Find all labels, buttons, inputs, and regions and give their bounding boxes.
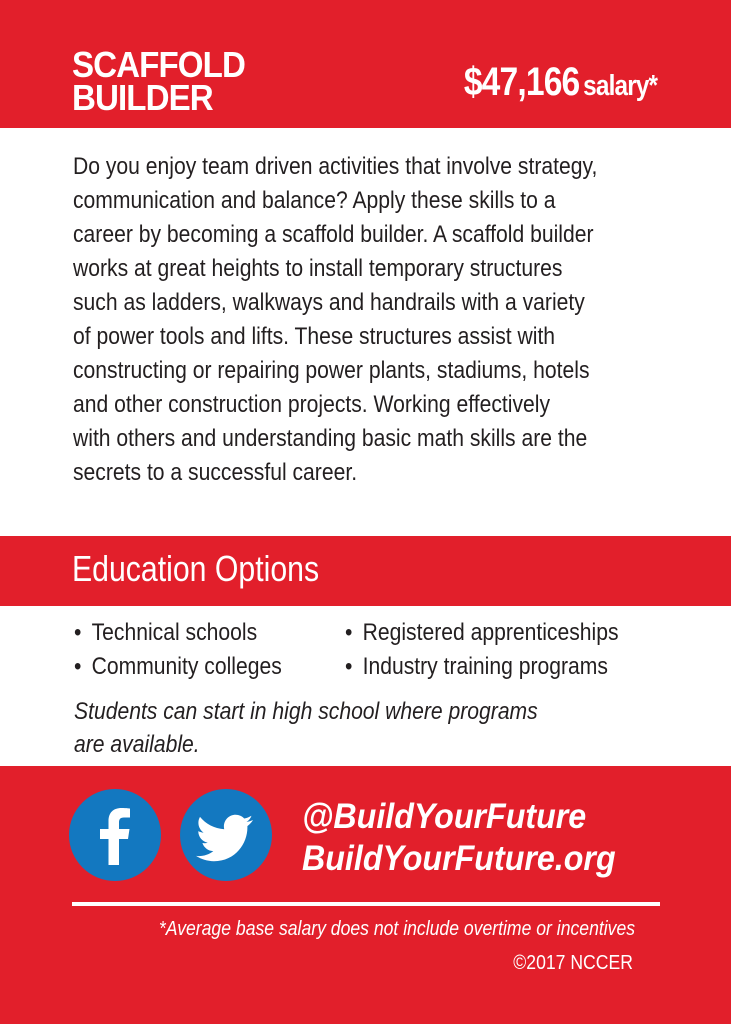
education-option: • Registered apprenticeships [345,616,619,650]
website-link[interactable]: BuildYourFuture.org [302,839,616,878]
job-title-line: SCAFFOLD [72,44,245,85]
education-option: • Community colleges [74,650,282,684]
description-line: with others and understanding basic math skills are the [73,425,588,452]
education-heading: Education Options [72,548,320,589]
education-note-line: Students can start in high school where programs [74,698,538,725]
education-list-right [345,616,619,684]
facebook-icon[interactable] [69,789,161,881]
description-line: Do you enjoy team driven activities that involve strategy, [73,153,598,180]
job-title-line: BUILDER [72,77,213,118]
salary [464,60,657,105]
social-handle[interactable]: @BuildYourFuture [302,797,587,836]
education-option: • Technical schools [74,616,282,650]
description-line: secrets to a successful career. [73,459,358,486]
salary-disclaimer: *Average base salary does not include overtime or incentives [158,918,635,940]
education-option: • Industry training programs [345,650,619,684]
facebook-glyph [69,789,161,881]
copyright: ©2017 NCCER [513,952,633,974]
description-line: career by becoming a scaffold builder. A scaffold builder [73,221,594,248]
twitter-glyph [180,789,272,881]
education-note [74,695,538,761]
salary-amount: $47,166 [463,60,580,104]
description-line: such as ladders, walkways and handrails with a variety [73,289,585,316]
job-description [73,150,619,490]
salary-label: salary* [582,70,657,102]
education-list-left [74,616,282,684]
description-line: works at great heights to install temporary structures [73,255,563,282]
description-line: and other construction projects. Working effectively [73,391,551,418]
job-title [72,44,245,118]
description-line: communication and balance? Apply these skills to a [73,187,556,214]
education-note-line: are available. [74,731,200,758]
description-line: of power tools and lifts. These structures assist with [73,323,556,350]
footer-divider [72,902,660,906]
twitter-icon[interactable] [180,789,272,881]
description-line: constructing or repairing power plants, stadiums, hotels [73,357,590,384]
